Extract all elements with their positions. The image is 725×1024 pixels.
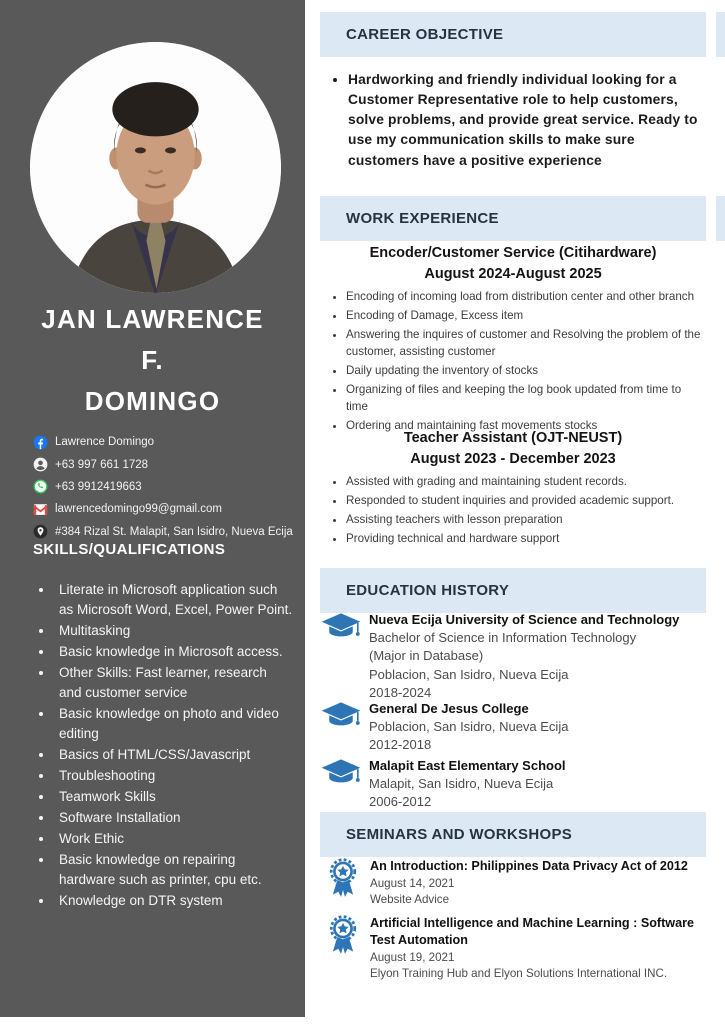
main-content — [320, 0, 706, 1024]
contact-whatsapp-text: +63 9912419663 — [55, 480, 142, 493]
full-name — [0, 299, 305, 421]
contact-facebook-text: Lawrence Domingo — [55, 436, 155, 449]
skill-item: • Knowledge on DTR system — [54, 891, 293, 911]
education-detail: (Major in Database) — [369, 648, 484, 664]
name-line: DOMINGO — [84, 385, 221, 416]
contact-email-text: lawrencedomingo99@gmail.com — [55, 503, 223, 516]
job-entry-teacher-assistant — [320, 428, 706, 550]
job-duty: • Daily updating the inventory of stocks — [346, 363, 706, 380]
skills-heading: SKILLS/QUALIFICATIONS — [33, 541, 226, 558]
job-duty: • Providing technical and hardware support — [346, 531, 706, 548]
skill-item: • Literate in Microsoft application such as Microsoft Word, Excel, Power Point. — [54, 580, 293, 620]
seminar-entry-data-privacy — [328, 858, 706, 909]
seminar-title: Artificial Intelligence and Machine Learning : Software Test Automation — [370, 916, 695, 947]
job-duties-list — [320, 474, 706, 548]
career-objective-bullet: • Hardworking and friendly individual looking for a Customer Representative role to help customers, solve problems, and provide great service. Ready to use my communication skills to make sure customers have a positive experience — [348, 70, 702, 171]
skill-item: • Basics of HTML/CSS/Javascript — [54, 745, 293, 765]
career-objective-list — [320, 62, 702, 171]
name-line: JAN LAWRENCE — [41, 304, 264, 334]
job-duty: • Answering the inquires of customer and Resolving the problem of the customer, assisting customer — [346, 327, 706, 360]
job-duty: • Encoding of Damage, Excess item — [346, 308, 706, 325]
contact-item-whatsapp — [33, 476, 301, 498]
school-name: Nueva Ecija University of Science and Technology — [369, 612, 680, 627]
award-ribbon-icon — [328, 915, 358, 957]
job-duty: • Responded to student inquiries and provided academic support. — [346, 493, 706, 510]
contact-item-email — [33, 498, 301, 520]
location-pin-icon — [33, 524, 48, 539]
band-edge-artifact — [716, 12, 725, 57]
skill-item: • Multitasking — [54, 621, 293, 641]
education-detail: Poblacion, San Isidro, Nueva Ecija — [369, 719, 569, 735]
work-experience-heading: WORK EXPERIENCE — [346, 210, 499, 227]
award-ribbon-icon — [328, 858, 358, 900]
contact-item-address — [33, 521, 301, 543]
band-edge-artifact — [716, 196, 725, 241]
graduation-cap-icon — [320, 700, 362, 730]
seminar-organizer: Website Advice — [370, 893, 450, 907]
education-detail: Bachelor of Science in Information Technology — [369, 630, 637, 646]
contact-list — [33, 431, 301, 543]
person-icon — [33, 457, 48, 472]
education-dates: 2006-2012 — [369, 794, 432, 810]
job-duty: • Assisting teachers with lesson preparation — [346, 512, 706, 529]
name-line: F. — [141, 344, 164, 375]
education-history-heading: EDUCATION HISTORY — [346, 582, 510, 599]
job-title: Teacher Assistant (OJT-NEUST) — [403, 430, 623, 446]
seminar-entry-ai-ml — [328, 915, 706, 983]
contact-item-facebook — [33, 431, 301, 453]
portrait-illustration — [30, 42, 281, 293]
skills-list — [33, 580, 297, 912]
seminar-title: An Introduction: Philippines Data Privacy Act of 2012 — [370, 859, 688, 873]
gmail-icon — [33, 502, 48, 517]
education-dates: 2012-2018 — [369, 737, 432, 753]
skill-item: • Work Ethic — [54, 829, 293, 849]
skill-item: • Other Skills: Fast learner, research and customer service — [54, 663, 293, 703]
section-header-seminars — [320, 812, 706, 857]
facebook-icon — [33, 435, 48, 450]
job-duties-list — [320, 289, 706, 434]
career-objective-heading: CAREER OBJECTIVE — [346, 26, 504, 43]
education-detail: Malapit, San Isidro, Nueva Ecija — [369, 776, 554, 792]
skill-item: • Teamwork Skills — [54, 787, 293, 807]
contact-item-phone — [33, 453, 301, 475]
whatsapp-icon — [33, 479, 48, 494]
education-detail: Poblacion, San Isidro, Nueva Ecija — [369, 666, 569, 682]
section-header-career-objective — [320, 12, 706, 57]
contact-address-text: #384 Rizal St. Malapit, San Isidro, Nueva Ecija — [55, 525, 293, 538]
section-header-education-history — [320, 568, 706, 613]
sidebar — [0, 0, 305, 1017]
job-dates: August 2023 - December 2023 — [410, 451, 616, 468]
job-duty: • Assisted with grading and maintaining student records. — [346, 474, 706, 491]
skill-item: • Troubleshooting — [54, 766, 293, 786]
job-duty: • Organizing of files and keeping the log book updated from time to time — [346, 382, 706, 415]
education-entry-malapit-east — [320, 757, 706, 812]
education-entry-general-de-jesus — [320, 700, 706, 755]
seminars-heading: SEMINARS AND WORKSHOPS — [346, 826, 573, 843]
section-header-work-experience — [320, 196, 706, 241]
job-duty: • Encoding of incoming load from distribution center and other branch — [346, 289, 706, 306]
graduation-cap-icon — [320, 757, 362, 787]
education-dates: 2018-2024 — [369, 684, 432, 700]
job-duty: • Ordering and maintaining fast movements stocks — [346, 418, 706, 435]
contact-phone-text: +63 997 661 1728 — [55, 458, 149, 471]
seminar-date: August 19, 2021 — [370, 951, 455, 964]
seminar-date: August 14, 2021 — [370, 877, 455, 890]
school-name: General De Jesus College — [369, 701, 529, 716]
graduation-cap-icon — [320, 611, 362, 641]
education-entry-neust — [320, 611, 706, 702]
skill-item: • Basic knowledge on photo and video editing — [54, 704, 293, 744]
profile-photo — [30, 42, 281, 293]
job-dates: August 2024-August 2025 — [424, 266, 602, 283]
job-entry-citihardware — [320, 243, 706, 437]
skill-item: • Basic knowledge on repairing hardware such as printer, cpu etc. — [54, 850, 293, 890]
job-title: Encoder/Customer Service (Citihardware) — [369, 245, 657, 261]
seminar-organizer: Elyon Training Hub and Elyon Solutions International INC. — [370, 967, 668, 981]
skill-item: • Basic knowledge in Microsoft access. — [54, 642, 293, 662]
school-name: Malapit East Elementary School — [369, 758, 566, 773]
skill-item: • Software Installation — [54, 808, 293, 828]
